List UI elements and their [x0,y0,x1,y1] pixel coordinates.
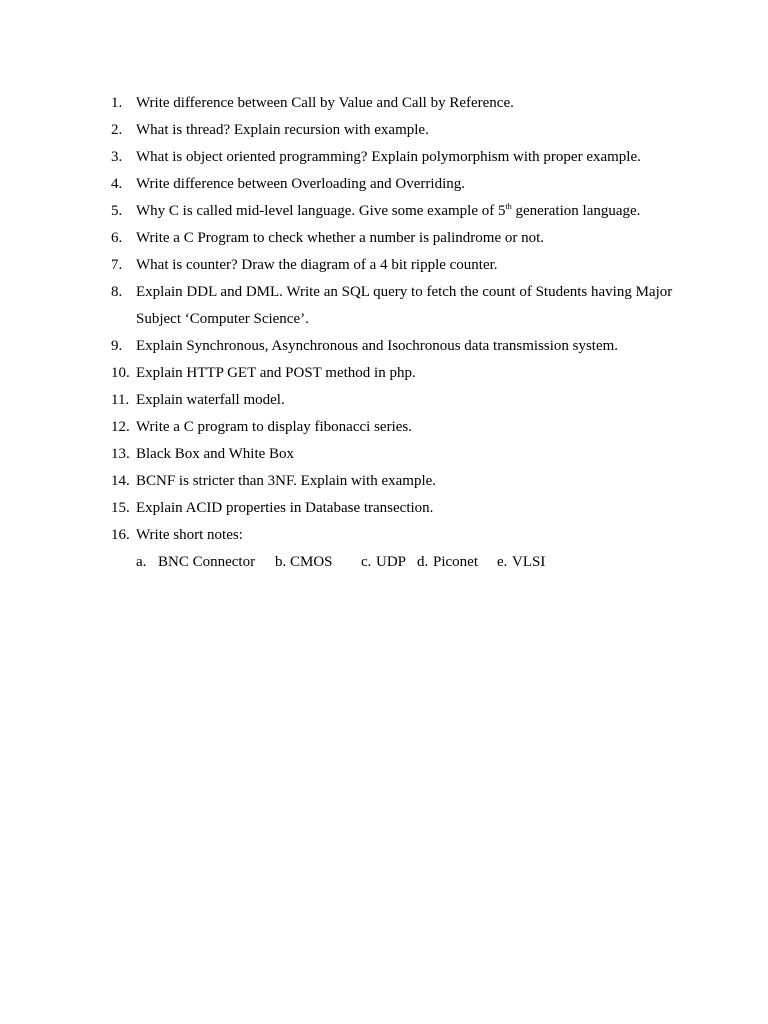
question-number: 7. [111,257,123,273]
question-text: Write short notes: [136,527,243,543]
question-item [0,387,696,414]
question-number: 6. [111,230,123,246]
question-item [0,117,696,144]
question-number: 11. [111,392,130,408]
short-note-marker: b. [275,554,287,570]
question-number: 16. [111,527,130,543]
question-number: 13. [111,446,130,462]
short-note-marker: c. [361,554,372,570]
question-item [0,225,696,252]
question-item [0,495,696,522]
question-item [0,171,696,198]
question-item [0,468,696,495]
short-note-label: VLSI [512,554,546,570]
question-number: 15. [111,500,130,516]
question-text: Write a C program to display fibonacci series. [136,419,412,435]
question-number: 2. [111,122,123,138]
question-text: BCNF is stricter than 3NF. Explain with example. [136,473,437,489]
question-text: Write a C Program to check whether a number is palindrome or not. [136,230,545,246]
question-text: Explain waterfall model. [136,392,285,408]
question-number: 5. [111,203,123,219]
question-text [136,203,640,219]
question-text-before: Why C is called mid-level language. Give some example of 5 [136,203,506,219]
question-text: Explain HTTP GET and POST method in php. [136,365,416,381]
short-note-marker: d. [417,554,429,570]
short-note-label: Piconet [433,554,478,570]
question-item [0,252,696,279]
question-text-after: generation language. [511,203,641,219]
question-number: 1. [111,95,123,111]
short-note-marker: a. [136,554,147,570]
question-text: Explain ACID properties in Database transection. [136,500,434,516]
question-item [0,414,696,441]
short-note-label: CMOS [290,554,333,570]
question-text: What is object oriented programming? Explain polymorphism with proper example. [136,149,641,165]
question-text: What is thread? Explain recursion with example. [136,122,429,138]
question-text: Explain DDL and DML. Write an SQL query to fetch the count of Students having Major Subject ‘Computer Science’. [136,284,673,327]
question-text: Explain Synchronous, Asynchronous and Isochronous data transmission system. [136,338,619,354]
question-item [0,144,696,171]
question-number: 10. [111,365,130,381]
question-item [0,441,696,468]
question-item [0,522,696,549]
question-number: 8. [111,284,123,300]
short-note-marker: e. [497,554,508,570]
question-item [0,360,696,387]
question-number: 12. [111,419,130,435]
question-text: Write difference between Overloading and Overriding. [136,176,465,192]
short-note-label: UDP [376,554,407,570]
question-list [0,90,768,576]
question-item [0,198,696,225]
question-number: 14. [111,473,130,489]
question-item [0,279,696,333]
question-number: 4. [111,176,123,192]
question-text: Write difference between Call by Value and Call by Reference. [136,95,514,111]
ordinal-superscript: th [505,202,512,211]
question-number: 3. [111,149,123,165]
question-item [0,90,696,117]
question-item [0,333,696,360]
short-notes-row [0,549,768,576]
short-note-label: BNC Connector [158,554,256,570]
question-text: Black Box and White Box [136,446,295,462]
question-text: What is counter? Draw the diagram of a 4 bit ripple counter. [136,257,498,273]
question-number: 9. [111,338,123,354]
